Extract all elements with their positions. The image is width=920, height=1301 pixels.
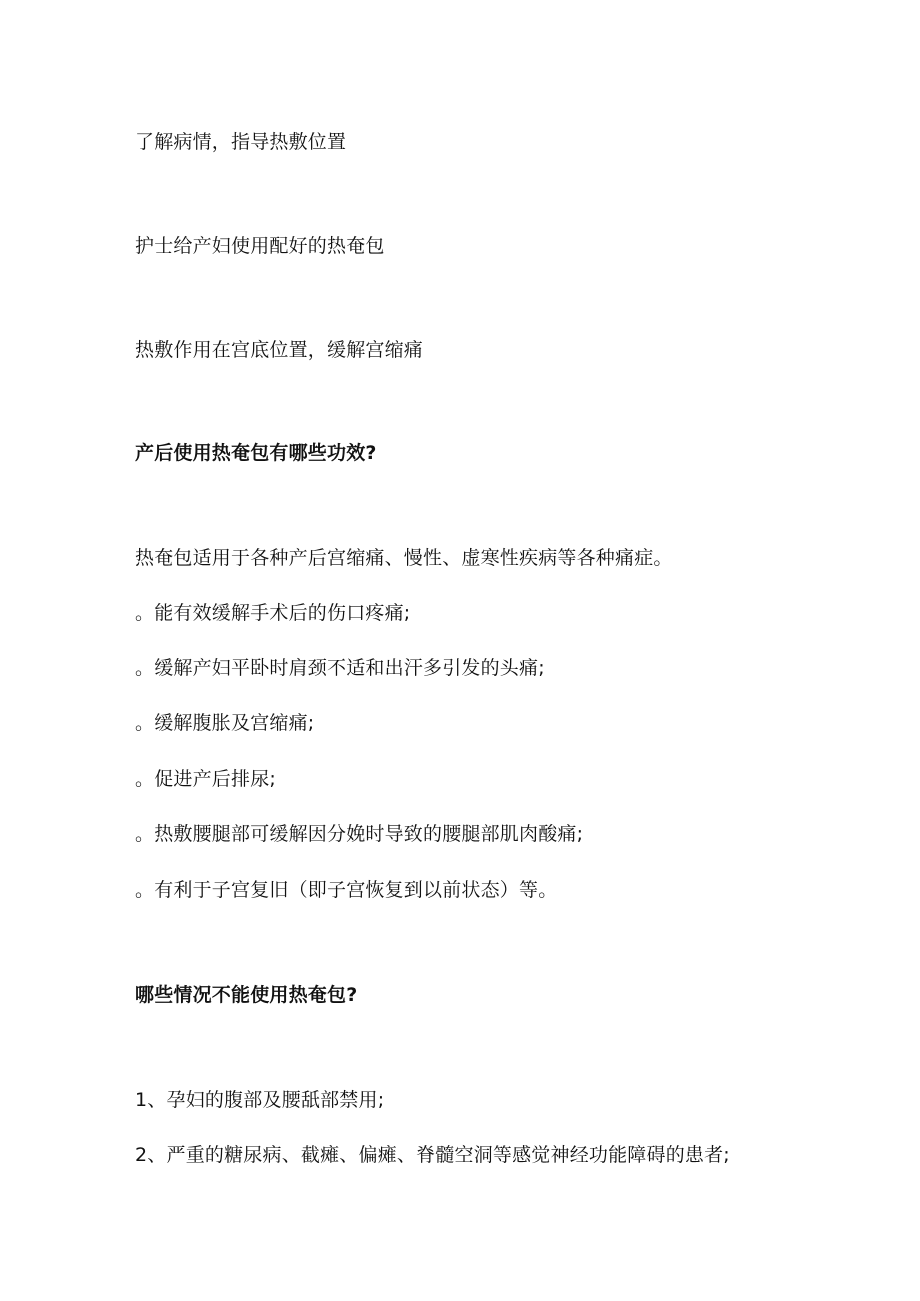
list-item: 2、严重的糖尿病、截瘫、偏瘫、脊髓空洞等感觉神经功能障碍的患者; xyxy=(135,1144,730,1166)
list-item: 。热敷腰腿部可缓解因分娩时导致的腰腿部肌肉酸痛; xyxy=(135,823,584,845)
list-item: 1、孕妇的腹部及腰舐部禁用; xyxy=(135,1089,385,1111)
list-item: 。缓解产妇平卧时肩颈不适和出汗多引发的头痛; xyxy=(135,657,545,679)
list-item: 。促进产后排尿; xyxy=(135,768,277,790)
section-heading-efficacy: 产后使用热奄包有哪些功效? xyxy=(135,442,377,464)
step-text: 热敷作用在宫底位置，缓解宫缩痛 xyxy=(135,339,424,361)
section-heading-contraindications: 哪些情况不能使用热奄包? xyxy=(135,984,358,1006)
efficacy-intro: 热奄包适用于各种产后宫缩痛、慢性、虚寒性疾病等各种痛症。 xyxy=(135,547,673,569)
step-text: 护士给产妇使用配好的热奄包 xyxy=(135,235,385,257)
list-item: 。有利于子宫复旧（即子宫恢复到以前状态）等。 xyxy=(135,879,558,901)
list-item: 。能有效缓解手术后的伤口疼痛; xyxy=(135,602,411,624)
list-item: 。缓解腹胀及宫缩痛; xyxy=(135,712,315,734)
step-text: 了解病情，指导热敷位置 xyxy=(135,131,347,153)
